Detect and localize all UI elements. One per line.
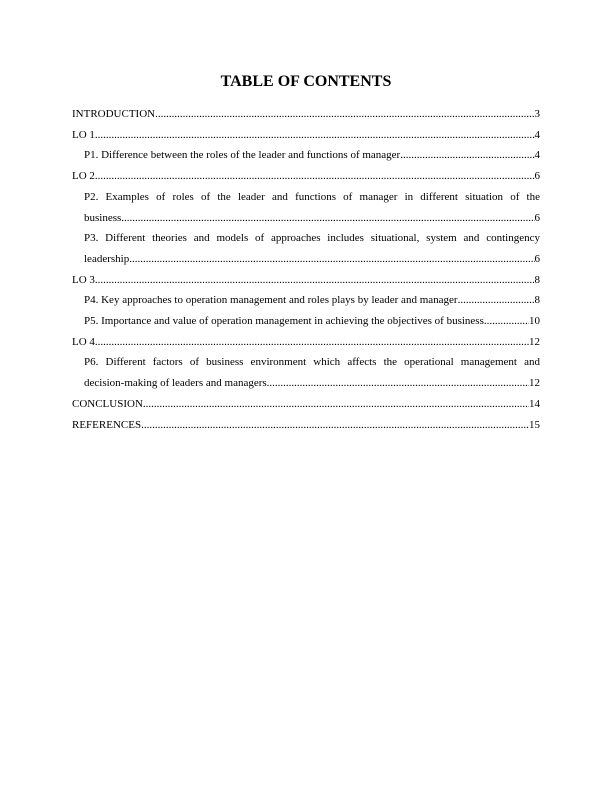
toc-link[interactable] — [72, 332, 540, 353]
toc-entry-label-line1: P3. Different theories and models of approaches includes situational, system and contingency — [84, 232, 540, 245]
toc-entry-label: decision-making of leaders and managers — [84, 377, 267, 390]
dot-leader — [129, 249, 534, 270]
toc-entry-label: P5. Importance and value of operation management in achieving the objectives of business — [84, 315, 484, 328]
toc-entry-lo2[interactable] — [72, 166, 540, 187]
dot-leader — [121, 208, 534, 229]
toc-page-number: 10 — [529, 315, 540, 328]
toc-entry-label: leadership — [84, 252, 130, 265]
dot-leader — [484, 311, 529, 332]
toc-link[interactable] — [84, 228, 540, 269]
toc-entry-lo1[interactable] — [72, 125, 540, 146]
toc-entry-introduction[interactable] — [72, 104, 540, 125]
toc-entry-label: LO 3 — [72, 273, 95, 286]
toc-entry-lo4[interactable] — [72, 332, 540, 353]
dot-leader — [155, 104, 534, 125]
toc-link[interactable] — [72, 394, 540, 415]
dot-leader — [95, 332, 529, 353]
toc-entry-label: INTRODUCTION — [72, 108, 156, 120]
toc-entry-p3[interactable] — [84, 228, 540, 269]
toc-entry-lo3[interactable] — [72, 270, 540, 291]
toc-link[interactable] — [72, 125, 540, 146]
toc-page-number: 6 — [534, 170, 540, 183]
dot-leader — [400, 145, 534, 166]
toc-page-number: 6 — [534, 252, 540, 265]
toc-entry-label-line1: P2. Examples of roles of the leader and functions of manager in different situation of the — [84, 190, 540, 203]
toc-page-number: 8 — [534, 273, 540, 286]
toc-page-number: 3 — [534, 108, 540, 120]
toc-entry-label-line1: P6. Different factors of business environment which affects the operational management and — [84, 356, 540, 369]
dot-leader — [141, 415, 529, 436]
toc-entry-p2[interactable] — [84, 187, 540, 228]
toc-link[interactable] — [84, 145, 540, 166]
toc-entry-label: P1. Difference between the roles of the leader and functions of manager — [84, 149, 401, 162]
toc-page-number: 8 — [534, 294, 540, 307]
toc-page-number: 14 — [529, 397, 540, 410]
toc-entry-references[interactable] — [72, 415, 540, 436]
toc-page-number: 12 — [529, 377, 540, 390]
toc-link[interactable] — [72, 166, 540, 187]
toc-entry-label: P4. Key approaches to operation management and roles plays by leader and manager — [84, 294, 458, 307]
toc-entry-p6[interactable] — [84, 352, 540, 393]
toc-link[interactable] — [84, 311, 540, 332]
toc-link[interactable] — [84, 290, 540, 311]
toc-link[interactable] — [72, 415, 540, 436]
toc-page-number: 15 — [529, 418, 540, 431]
toc-entry-conclusion[interactable] — [72, 394, 540, 415]
dot-leader — [143, 394, 529, 415]
toc-list — [72, 104, 540, 435]
toc-entry-label: LO 2 — [72, 170, 95, 183]
toc-page-number: 12 — [529, 335, 540, 348]
dot-leader — [95, 270, 535, 291]
toc-entry-label: CONCLUSION — [72, 397, 143, 410]
dot-leader — [267, 373, 529, 394]
dot-leader — [458, 290, 535, 311]
toc-entry-label: LO 4 — [72, 335, 95, 348]
toc-page-number: 4 — [534, 128, 540, 141]
toc-link[interactable] — [84, 352, 540, 393]
toc-link[interactable] — [72, 104, 540, 125]
toc-entry-label: LO 1 — [72, 128, 95, 141]
toc-page-number: 4 — [534, 149, 540, 162]
toc-entry-label: business — [84, 211, 122, 224]
toc-entry-p1[interactable] — [84, 145, 540, 166]
dot-leader — [95, 166, 535, 187]
toc-entry-p4[interactable] — [84, 290, 540, 311]
dot-leader — [95, 125, 535, 146]
toc-page-number: 6 — [534, 211, 540, 224]
toc-title: TABLE OF CONTENTS — [220, 73, 392, 90]
toc-link[interactable] — [72, 270, 540, 291]
toc-entry-p5[interactable] — [84, 311, 540, 332]
toc-link[interactable] — [84, 187, 540, 228]
toc-entry-label: REFERENCES — [72, 418, 142, 431]
